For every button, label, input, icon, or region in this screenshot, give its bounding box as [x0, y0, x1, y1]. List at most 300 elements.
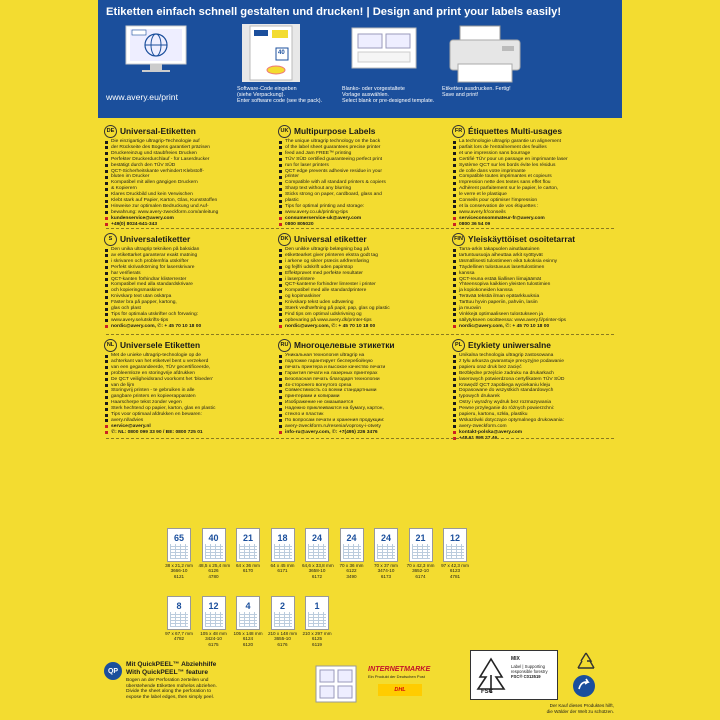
- feature-item: Unikalna technologia ultragrip zastosowana: [452, 353, 616, 359]
- instruction-sheet: [98, 0, 622, 720]
- section-title: Yleiskäyttöiset osoitetarrat: [468, 234, 576, 244]
- product-dimensions: 64 x 36 mm: [236, 563, 260, 568]
- feature-list: [278, 139, 442, 216]
- product-dimensions: 38 x 21,2 mm: [165, 563, 193, 568]
- feature-item: Perfekt skrivarkörning för laserskrivare: [104, 265, 268, 271]
- contact-line[interactable]: kontakt-polska@avery.com: [452, 430, 616, 436]
- sheet-grid: [170, 544, 188, 559]
- internetmarke-sub: Ein Produkt der Deutschen Post: [368, 674, 425, 679]
- section-title: Многоцелевые этикетки: [294, 340, 395, 350]
- section-uk: [278, 124, 442, 228]
- product-code: 6174: [415, 573, 426, 579]
- eco-arrow-icon: [572, 674, 596, 698]
- feature-item: gangbare printers en kopieerapparaten: [104, 394, 268, 400]
- labels-per-sheet: 24: [346, 533, 357, 543]
- language-flag-icon: FR: [452, 125, 465, 138]
- product-code: 6121: [173, 573, 185, 579]
- feature-item: печать принтера и высокое качество печати: [278, 365, 442, 371]
- section-title: Universaletiketter: [120, 234, 191, 244]
- feature-item: Sticks strong on paper, cardboard, glass and: [278, 192, 442, 198]
- section-fr: [452, 124, 616, 228]
- feature-item: Kompatibel med alla standardskrivare: [104, 282, 268, 288]
- feature-item: По вопросам печати и хранения продукции:: [278, 418, 442, 424]
- sheet-grid: [205, 612, 223, 627]
- product-dimensions: 64 x 45 mm: [270, 563, 295, 568]
- label-sheet-icon: [271, 596, 295, 630]
- feature-item: et une impression sans bourrage: [452, 151, 616, 157]
- product-dimensions: 210 x 297 mm: [302, 631, 332, 636]
- feature-item: parfait lors de l'entraînement des feuilles: [452, 145, 616, 151]
- feature-item: et la conservation de vos étiquettes :: [452, 204, 616, 210]
- product-dimensions: 97 x 42,3 mm: [441, 563, 469, 568]
- feature-item: www.avery.se/utskrifts-tips: [104, 318, 268, 324]
- product-code: 4780: [208, 573, 219, 579]
- section-title: Universele Etiketten: [120, 340, 201, 350]
- feature-item: of the label sheet guarantees precise printer: [278, 145, 442, 151]
- product-code: 6126: [208, 568, 219, 574]
- feature-item: feed and Jam FREE™ printing: [278, 151, 442, 157]
- feature-item: avery-zweckform.com: [452, 424, 616, 430]
- language-flag-icon: DE: [104, 125, 117, 138]
- product-code: 6119: [312, 641, 322, 647]
- feature-item: Den unika ultragrip tekniken på baksidan: [104, 247, 268, 253]
- product-dimensions: 210 x 148 mm: [267, 631, 298, 636]
- feature-item: bestätigt durch den TÜV SÜD: [104, 163, 268, 169]
- feature-list: [104, 247, 268, 324]
- labels-per-sheet: 65: [173, 533, 184, 543]
- label-sheet-icon: [374, 528, 398, 562]
- fsc-text: Label | Supporting responsible forestry FSC® C013519: [511, 664, 548, 679]
- product-code: 6125: [311, 636, 323, 642]
- feature-item: QCT-Sicherheitskante verhindert Klebstoff-: [104, 169, 268, 175]
- section-header: [104, 232, 268, 246]
- feature-item: Tips for optimal printing and storage:: [278, 204, 442, 210]
- section-title: Étiquettes Multi-usages: [468, 126, 562, 136]
- feature-list: [278, 353, 442, 430]
- sheet-grid: [308, 612, 326, 627]
- feature-item: TÜV SÜD certified guaranteeing perfect print: [278, 157, 442, 163]
- product-dimensions: 70 x 42,3 mm: [406, 563, 435, 568]
- sheet-grid: [274, 544, 292, 559]
- section-dk: [278, 232, 442, 330]
- section-header: [104, 338, 268, 352]
- feature-item: og fejlfri udskrift uden papirstop: [278, 265, 442, 271]
- language-flag-icon: DK: [278, 233, 291, 246]
- feature-item: Tarttuu hyvin paperiin, pahviin, lasiin: [452, 300, 616, 306]
- labels-per-sheet: 2: [279, 601, 285, 611]
- labels-per-sheet: 18: [277, 533, 288, 543]
- labels-per-sheet: 8: [176, 601, 182, 611]
- section-s: [104, 232, 268, 330]
- section-header: [452, 232, 616, 246]
- feature-item: Täydellinen tulostuvuus lasertulostimen: [452, 265, 616, 271]
- feature-item: Yhteensopiva kaikkien yleisten tulostimien: [452, 282, 616, 288]
- labels-per-sheet: 4: [245, 601, 251, 611]
- feature-item: van een gegarandeerde, TÜV gecertificeerde,: [104, 365, 268, 371]
- product-item: [199, 528, 229, 579]
- section-fin: [452, 232, 616, 330]
- feature-item: etikettearket giver printeren ekstra godt tag: [278, 253, 442, 259]
- feature-item: av etikettarket garanterar exakt matning: [104, 253, 268, 259]
- contact-line[interactable]: +49(0) 8024-641-343: [104, 222, 268, 228]
- label-sheet-icon: [236, 528, 260, 562]
- sheet-grid: [446, 544, 464, 559]
- step-caption-code: Software-Code eingeben (siehe Verpackung). Enter software code (see the pack).: [237, 86, 323, 105]
- feature-item: Conseils pour optimiser l'impression: [452, 198, 616, 204]
- labels-per-sheet: 21: [242, 533, 253, 543]
- label-sheet-icon: [305, 596, 329, 630]
- product-item: [164, 596, 194, 642]
- product-code: 6173: [380, 573, 392, 579]
- product-dimensions: 48,5 x 25,4 mm: [198, 563, 231, 568]
- product-dimensions: 105 x 148 mm: [233, 631, 263, 636]
- product-dimensions: 64,6 x 33,8 mm: [302, 563, 334, 568]
- feature-list: [452, 247, 616, 324]
- section-title: Universal etiketter: [294, 234, 367, 244]
- feature-item: typowych drukarek: [452, 394, 616, 400]
- feature-item: Kompatibel mit allen gängigen Druckern: [104, 180, 268, 186]
- feature-item: Vinkkejä optimaaliseen tulostukseen ja: [452, 312, 616, 318]
- step-templates: [338, 24, 430, 84]
- label-sheet-icon: [236, 596, 260, 630]
- internetmarke-logo: INTERNETMARKE: [368, 664, 431, 673]
- product-dimensions: 70 x 36 mm: [339, 563, 364, 568]
- language-flag-icon: RU: [278, 339, 291, 352]
- label-sheet-icon: [167, 528, 191, 562]
- feature-item: glas och plast: [104, 306, 268, 312]
- feature-item: papieru, kartonu, szkła, plastiku: [452, 412, 616, 418]
- feature-item: La technologie ultragrip garantie un alignement: [452, 139, 616, 145]
- step-caption-print: Etiketten ausdrucken. Fertig! Save and print!: [442, 86, 511, 99]
- product-item: [164, 528, 194, 579]
- feature-item: papieru oraz druk bez zacięć: [452, 365, 616, 371]
- feature-item: Find tips om optimal udskrivning og: [278, 312, 442, 318]
- quickpeel-sheet-icon: [314, 664, 358, 704]
- dhl-logo: DHL: [378, 684, 422, 696]
- feature-item: QCT edge prevents adhesive residue in your: [278, 169, 442, 175]
- feature-item: Druckereinzug und staubfreies Drucken: [104, 151, 268, 157]
- section-header: [104, 124, 268, 138]
- product-code: 6172: [311, 573, 323, 579]
- language-flag-icon: NL: [104, 339, 117, 352]
- feature-item: Impression nette des textes sans effet flou: [452, 180, 616, 186]
- product-code: 4782: [173, 636, 185, 642]
- feature-item: Terävää tekstiä ilman epätarkkuuksia: [452, 294, 616, 300]
- feature-item: Den unikke ultragrip belægning bag på: [278, 247, 442, 253]
- labels-per-sheet: 24: [311, 533, 322, 543]
- contact-line[interactable]: nordic@avery.com, ✆: + 45 70 10 18 00: [452, 324, 616, 330]
- fsc-badge: [470, 650, 558, 700]
- feature-item: Ostry i wyraźny wydruk bez rozmazywania: [452, 400, 616, 406]
- section-title: Universal-Etiketten: [120, 126, 196, 136]
- feature-item: Безопасная печать благодаря технологии: [278, 377, 442, 383]
- feature-item: Надежно приклеиваются на бумагу, картон,: [278, 406, 442, 412]
- quickpeel-text: Bogen an der Perforation zerteilen und überstehende Etiketten mühelos abziehen. Divide the sheet along the perforation to expose the label edges, then simply peel.: [126, 678, 217, 700]
- feature-list: [278, 247, 442, 324]
- feature-item: bewahrung: www.avery-zweckform.com/anleitung: [104, 210, 268, 216]
- product-item: [233, 596, 263, 647]
- feature-item: Krawędź QCT zapobiega wyciekaniu kleju: [452, 383, 616, 389]
- section-divider: [106, 334, 614, 335]
- feature-item: der Rückseite des Bogens garantiert präzisen: [104, 145, 268, 151]
- feature-item: och kopieringsmaskiner: [104, 288, 268, 294]
- feature-item: & Kopierern: [104, 186, 268, 192]
- product-item: [440, 528, 470, 579]
- feature-item: i skrivaren och problemfria utskrifter: [104, 259, 268, 265]
- contact-line[interactable]: ✆: NL: 0800 099 33 90 / BE: 0800 725 01: [104, 430, 268, 436]
- section-title: Etykiety uniwersalne: [468, 340, 551, 350]
- step-monitor: [108, 24, 200, 90]
- product-code: 6122: [346, 568, 357, 574]
- feature-item: Knivskarp tekst uden udtværing: [278, 300, 442, 306]
- labels-per-sheet: 12: [208, 601, 219, 611]
- feature-item: Storingvrij printen - te gebruiken in alle: [104, 388, 268, 394]
- feature-list: [452, 139, 616, 216]
- step-caption-template: Blanko- oder vorgestaltete Vorlage auswählen. Select blank or pre-designed template.: [342, 86, 435, 105]
- section-header: [452, 124, 616, 138]
- feature-item: Sharp text without any blurring: [278, 186, 442, 192]
- feature-item: Haarscherpe tekst zonder vegen: [104, 400, 268, 406]
- feature-item: Tips voor optimaal afdrukken en bewaren:: [104, 412, 268, 418]
- product-item: [371, 528, 401, 579]
- feature-list: [104, 353, 268, 424]
- feature-item: har verifierats: [104, 271, 268, 277]
- feature-item: run for laser printers: [278, 163, 442, 169]
- feature-item: Уникальная технология ultragrip на: [278, 353, 442, 359]
- section-header: [278, 338, 442, 352]
- feature-item: Adhèrent parfaitement sur le papier, le carton,: [452, 186, 616, 192]
- language-flag-icon: PL: [452, 339, 465, 352]
- forest-note: Der Kauf dieses Produktes hilft, die Wälder der Welt zu schützen.: [546, 703, 614, 714]
- feature-item: Tips för optimala utskrifter och förvaring:: [104, 312, 268, 318]
- fsc-mix: MIX: [511, 656, 520, 662]
- feature-item: Knivskarp text utan oskärpa: [104, 294, 268, 300]
- product-code: 3424-10: [205, 636, 222, 642]
- section-nl: [104, 338, 268, 436]
- feature-item: Fäster bra på papper, kartong,: [104, 300, 268, 306]
- feature-item: Wskazówki dotyczące optymalnego drukowania:: [452, 418, 616, 424]
- feature-item: подложке гарантирует бесперебойную: [278, 359, 442, 365]
- feature-item: Met de unieke ultragrip-technologie op de: [104, 353, 268, 359]
- feature-item: plastic: [278, 198, 442, 204]
- feature-list: [104, 139, 268, 216]
- section-divider: [106, 438, 614, 439]
- labels-per-sheet: 21: [415, 533, 426, 543]
- feature-item: Совместимость со всеми стандартными: [278, 388, 442, 394]
- sheet-grid: [239, 544, 257, 559]
- labels-per-sheet: 24: [380, 533, 391, 543]
- sheet-grid: [239, 612, 257, 627]
- feature-item: laserowych potwierdzona certyfikatem TÜV SÜD: [452, 377, 616, 383]
- labels-per-sheet: 1: [314, 601, 320, 611]
- language-flag-icon: UK: [278, 125, 291, 138]
- feature-item: Effektprøvet med perfekte resultater: [278, 271, 442, 277]
- header-title: Etiketten einfach schnell gestalten und drucken! | Design and print your labels easily!: [106, 6, 562, 18]
- contact-line[interactable]: serviceconsommateur-fr@avery.com: [452, 216, 616, 222]
- product-item: [406, 528, 436, 579]
- sheet-grid: [274, 612, 292, 627]
- contact-line[interactable]: service@avery.nl: [104, 424, 268, 430]
- product-code: 6124: [242, 636, 254, 642]
- contact-line[interactable]: info-ru@avery.com, ✆: +7(495) 226 3476: [278, 430, 442, 436]
- label-sheet-icon: [271, 528, 295, 562]
- product-dimensions: 97 x 67,7 mm: [165, 631, 193, 636]
- product-code: 6123: [449, 568, 461, 574]
- feature-item: Tarra-arkin takapuolen ainutlaatuinen: [452, 247, 616, 253]
- feature-item: van de lijm: [104, 383, 268, 389]
- product-item: [302, 528, 332, 579]
- contact-line[interactable]: nordic@avery.com, ✆: + 45 70 10 18 00: [104, 324, 268, 330]
- feature-item: Bezbłędne przejście zadruku na drukarkach: [452, 371, 616, 377]
- sheet-grid: [377, 544, 395, 559]
- feature-item: i arkene og sikrer præcis arkfremføring: [278, 259, 442, 265]
- feature-item: QCT-kanterne forhindrer limrester i printer: [278, 282, 442, 288]
- feature-item: Pewne przyleganie do różnych powierzchni:: [452, 406, 616, 412]
- label-sheet-icon: [305, 528, 329, 562]
- product-item: [268, 596, 298, 647]
- feature-item: achterkant van het etiketvel bent u verzekerd: [104, 359, 268, 365]
- labels-per-sheet: 12: [449, 533, 460, 543]
- feature-item: tartuntuusuoja aiheuttaa arkit syöttyvät: [452, 253, 616, 259]
- feature-item: Гарантия печати на лазерных принтерах: [278, 371, 442, 377]
- label-sheet-icon: [443, 528, 467, 562]
- product-dimensions: 105 x 48 mm: [200, 631, 227, 636]
- feature-item: printer: [278, 174, 442, 180]
- product-dimensions: 70 x 37 mm: [374, 563, 398, 568]
- feature-item: täsmällisesti tulostimeen eikä tukoksia esinny: [452, 259, 616, 265]
- label-sheet-icon: [409, 528, 433, 562]
- section-title: Multipurpose Labels: [294, 126, 376, 136]
- product-code: 4781: [449, 573, 461, 579]
- feature-item: Sterk hechtend op papier, karton, glas en plastic: [104, 406, 268, 412]
- feature-item: 4х-сторонего вогнутого среза: [278, 383, 442, 389]
- feature-item: QCT-kanten förhindrar klisterrester: [104, 277, 268, 283]
- feature-item: www.avery.fr/conseils: [452, 210, 616, 216]
- feature-item: avery-zweckform.ru/resenia/voprosy-i-otvety: [278, 424, 442, 430]
- feature-item: Compatible with all standard printers & copiers: [278, 180, 442, 186]
- product-item: [199, 596, 229, 647]
- feature-item: Compatible toutes imprimantes et copieurs: [452, 174, 616, 180]
- step-pack: [236, 24, 306, 84]
- product-item: [268, 528, 298, 574]
- feature-item: i laserprintere: [278, 277, 442, 283]
- product-code: 3658-10: [308, 568, 326, 574]
- section-pl: [452, 338, 616, 442]
- feature-item: The unique ultragrip technology on the back: [278, 139, 442, 145]
- sheet-grid: [343, 544, 361, 559]
- product-item: [302, 596, 332, 647]
- feature-item: z tyłu arkusza gwarantuje precyzyjne podawanie: [452, 359, 616, 365]
- printer-icon: [438, 24, 538, 86]
- quickpeel-title: Mit QuickPEEL™ Abziehhilfe With QuickPEEL™ feature: [126, 661, 217, 676]
- feature-item: Klares Druckbild und kein Verwischen: [104, 192, 268, 198]
- feature-item: le verre et le plastique: [452, 192, 616, 198]
- sheet-grid: [205, 544, 223, 559]
- product-code: 3655-10: [274, 636, 291, 642]
- label-pack-icon: [236, 24, 306, 84]
- product-item: [233, 528, 263, 574]
- fsc-logo-text: FSC: [481, 689, 493, 695]
- quickpeel-icon: QP: [104, 662, 122, 680]
- feature-item: Stærk vedhæftning på papir, pap, glas og plastic: [278, 306, 442, 312]
- product-code: 6170: [242, 568, 254, 574]
- pack-sheet-number: 40: [278, 50, 285, 56]
- product-code: 3652-10: [412, 568, 429, 574]
- feature-item: og kopimaskiner: [278, 294, 442, 300]
- feature-item: opbevaring på www.avery.dk/printer-tips: [278, 318, 442, 324]
- sheet-grid: [170, 612, 188, 627]
- labels-per-sheet: 40: [208, 533, 219, 543]
- feature-item: probleemloze en storingvrije afdrukken: [104, 371, 268, 377]
- label-sheet-icon: [167, 596, 191, 630]
- recycle-icon: [574, 650, 598, 674]
- product-code: 6171: [277, 568, 288, 574]
- contact-line[interactable]: 0800 805020: [278, 222, 442, 228]
- label-sheet-icon: [202, 596, 226, 630]
- label-sheet-icon: [202, 528, 226, 562]
- feature-item: De QCT veiligheidsrand voorkomt het 'bloeden': [104, 377, 268, 383]
- monitor-globe-icon: [108, 24, 200, 90]
- feature-item: ja kopiokoneiden kanssa: [452, 288, 616, 294]
- feature-item: Kompatibel med alle standardprintere: [278, 288, 442, 294]
- section-de: [104, 124, 268, 228]
- feature-list: [452, 353, 616, 430]
- feature-item: bluten im Drucker: [104, 174, 268, 180]
- feature-item: Système QCT sur les bords évite les résidus: [452, 163, 616, 169]
- feature-item: принтерами и копирами: [278, 394, 442, 400]
- feature-item: Die einzigartige ultragrip-Technologie auf: [104, 139, 268, 145]
- section-divider: [106, 228, 614, 229]
- section-header: [278, 124, 442, 138]
- product-code: 3474-10: [377, 568, 395, 574]
- product-code: 6176: [277, 641, 288, 647]
- product-item: [337, 528, 367, 579]
- contact-line[interactable]: +48 61 898 27 46: [452, 436, 616, 442]
- feature-item: Klebt stark auf Papier, Karton, Glas, Kunststoffen: [104, 198, 268, 204]
- template-screen-icon: [338, 24, 430, 84]
- language-flag-icon: S: [104, 233, 117, 246]
- feature-item: QCT-reuna estää liiallisen liimajäämät: [452, 277, 616, 283]
- feature-item: säilytykseen osoitteessa: www.avery.fi/printer-tips: [452, 318, 616, 324]
- feature-item: Dopasowane do wszystkich standardowych: [452, 388, 616, 394]
- header-banner: [98, 0, 622, 118]
- feature-item: www.avery.co.uk/printing-tips: [278, 210, 442, 216]
- section-header: [278, 232, 442, 246]
- feature-item: Certifié TÜV pour un passage en imprimante laser: [452, 157, 616, 163]
- feature-item: avery.nl/advies: [104, 418, 268, 424]
- contact-line[interactable]: consumerservice-uk@avery.com: [278, 216, 442, 222]
- product-code: 3490: [346, 573, 357, 579]
- feature-item: kanssa: [452, 271, 616, 277]
- section-ru: [278, 338, 442, 436]
- contact-line[interactable]: 0800 36 54 09: [452, 222, 616, 228]
- sheet-grid: [308, 544, 326, 559]
- step-printer: [438, 24, 538, 86]
- feature-item: Изображение не смазывается: [278, 400, 442, 406]
- feature-item: стекло и пластик: [278, 412, 442, 418]
- section-header: [452, 338, 616, 352]
- product-code: 3666-10: [170, 568, 188, 574]
- feature-item: de colle dans votre imprimante: [452, 169, 616, 175]
- contact-line[interactable]: kundenservice@avery.com: [104, 216, 268, 222]
- sheet-grid: [412, 544, 430, 559]
- contact-line[interactable]: nordic@avery.com, ✆: + 45 70 10 18 00: [278, 324, 442, 330]
- feature-item: Hinweise zur optimalen Bedruckung und Auf-: [104, 204, 268, 210]
- label-sheet-icon: [340, 528, 364, 562]
- print-url[interactable]: www.avery.eu/print: [106, 92, 178, 102]
- product-code: 6120: [242, 641, 254, 647]
- feature-item: ja muoviin: [452, 306, 616, 312]
